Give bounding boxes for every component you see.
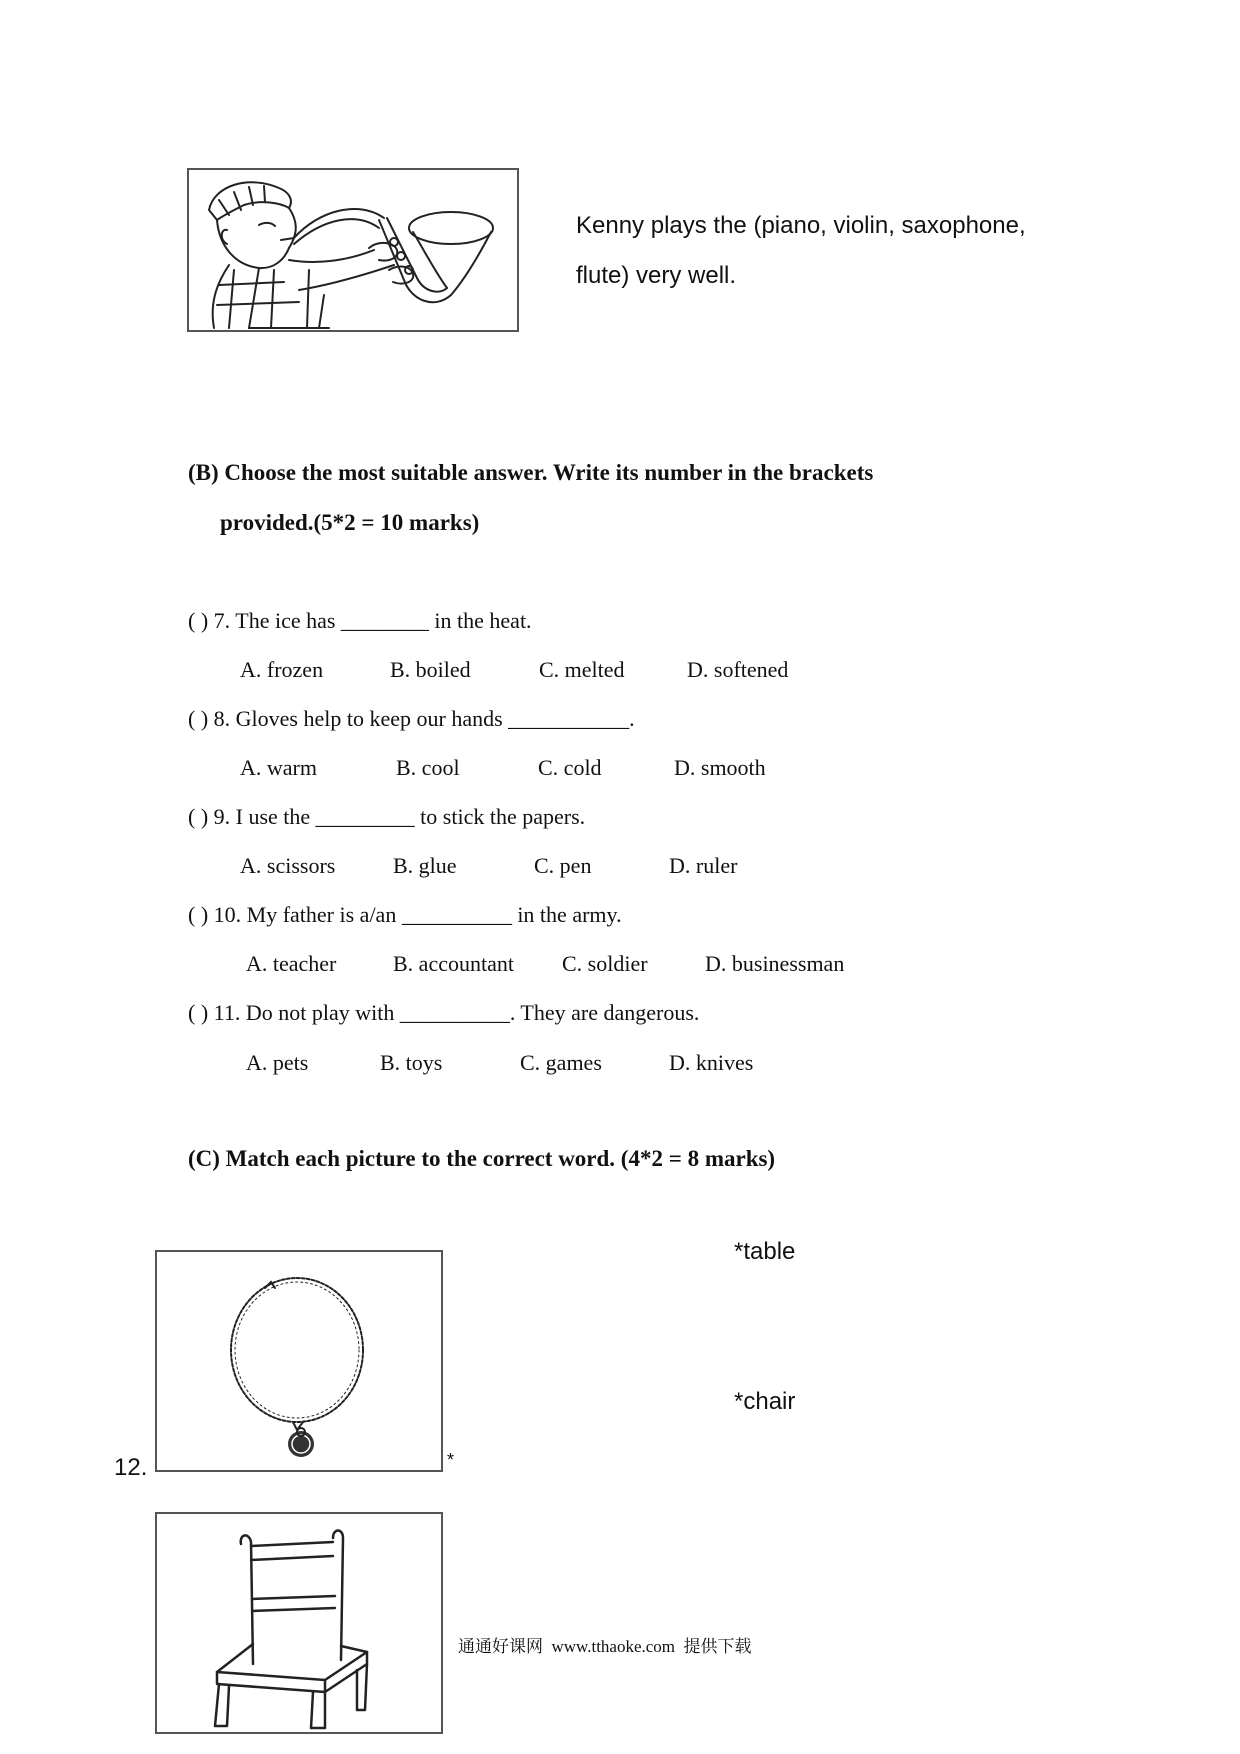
saxophone-picture [187,168,519,332]
chair-picture [155,1512,443,1734]
question-10-stem: ( ) 10. My father is a/an __________ in the army. [188,902,622,927]
item-number-12: 12. [114,1454,148,1481]
question-11-option-a: A. pets [246,1050,309,1075]
question-7-option-c: C. melted [539,657,625,682]
necklace-icon [157,1252,441,1470]
match-dot-12: * [447,1450,455,1470]
necklace-picture [155,1250,443,1472]
question-11-option-b: B. toys [380,1050,443,1075]
question-8-option-c: C. cold [538,755,602,780]
question-8-option-d: D. smooth [674,755,766,780]
question-7-option-b: B. boiled [390,657,471,682]
question-8-option-b: B. cool [396,755,460,780]
kenny-sentence-line2: flute) very well. [576,262,737,289]
question-9-option-b: B. glue [393,853,457,878]
question-8-stem: ( ) 8. Gloves help to keep our hands ___________. [188,706,635,731]
part-b-heading-line1: (B) Choose the most suitable answer. Write its number in the brackets [188,460,874,485]
question-9-option-c: C. pen [534,853,592,878]
question-10-option-c: C. soldier [562,951,648,976]
match-word-chair: *chair [734,1388,796,1415]
chair-icon [157,1514,441,1732]
footer-watermark: 通通好课网 www.tthaoke.com 提供下载 [458,1637,752,1656]
question-10-option-b: B. accountant [393,951,514,976]
kenny-sentence-line1: Kenny plays the (piano, violin, saxophone, [576,212,1026,239]
question-9-option-d: D. ruler [669,853,738,878]
question-10-option-a: A. teacher [246,951,337,976]
part-b-heading-line2: provided.(5*2 = 10 marks) [220,510,480,535]
question-7-stem: ( ) 7. The ice has ________ in the heat. [188,608,532,633]
match-word-table: *table [734,1238,796,1265]
question-8-option-a: A. warm [240,755,317,780]
question-11-stem: ( ) 11. Do not play with __________. They are dangerous. [188,1000,700,1025]
question-11-option-c: C. games [520,1050,602,1075]
question-11-option-d: D. knives [669,1050,754,1075]
question-7-option-a: A. frozen [240,657,324,682]
question-10-option-d: D. businessman [705,951,845,976]
question-7-option-d: D. softened [687,657,789,682]
question-9-stem: ( ) 9. I use the _________ to stick the papers. [188,804,586,829]
question-9-option-a: A. scissors [240,853,336,878]
part-c-heading: (C) Match each picture to the correct word. (4*2 = 8 marks) [188,1146,776,1171]
boy-playing-saxophone-icon [189,170,517,330]
